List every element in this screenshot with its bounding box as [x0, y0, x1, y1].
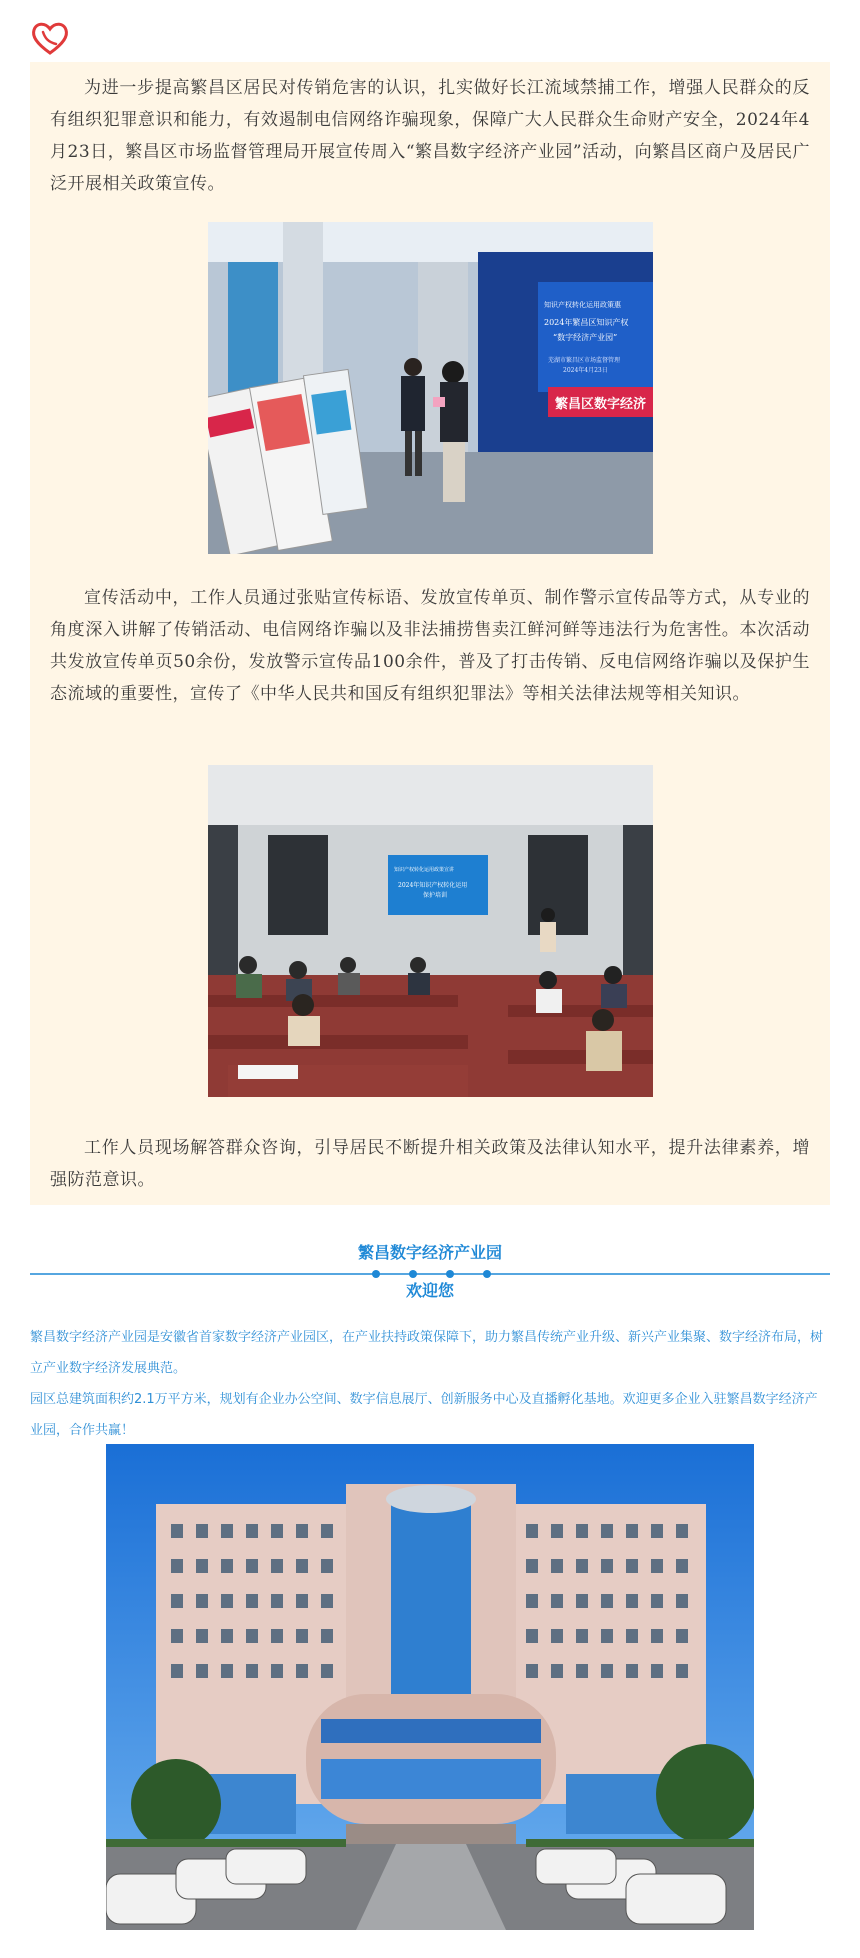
welcome-text: 欢迎您: [405, 1281, 454, 1300]
park-title: 繁昌数字经济产业园: [357, 1243, 502, 1262]
photo-promotion-booth: [208, 222, 653, 554]
article-paragraph-1: 为进一步提高繁昌区居民对传销危害的认识，扎实做好长江流域禁捕工作，增强人民群众的反有组织犯罪意识和能力，有效遏制电信网络诈骗现象，保障广大人民群众生命财产安全，2024年4月23日，繁昌区市场监督管理局开展宣传周入“繁昌数字经济产业园”活动，向繁昌区商户及居民广泛开展相关政策宣传。: [50, 78, 810, 194]
banner-text: 繁昌区数字经济: [555, 397, 647, 412]
article-paragraph-3: 工作人员现场解答群众咨询，引导居民不断提升相关政策及法律认知水平，提升法律素养，增强防范意识。: [50, 1138, 810, 1190]
article-paragraph-2: 宣传活动中，工作人员通过张贴宣传标语、发放宣传单页、制作警示宣传品等方式，从专业的角度深入讲解了传销活动、电信网络诈骗以及非法捕捞售卖江鲜河鲜等违法行为危害性。本次活动共发放宣传单页50余份，发放警示宣传品100余件，普及了打击传销、反电信网络诈骗以及保护生态流域的重要性，宣传了《中华人民共和国反有组织犯罪法》等相关法律法规等相关知识。: [50, 588, 810, 704]
photo-training-session: [208, 765, 653, 1097]
park-intro-2: 园区总建筑面积约2.1万平方米，规划有企业办公空间、数字信息展厅、创新服务中心及直播孵化基地。欢迎更多企业入驻繁昌数字经济产业园，合作共赢！: [30, 1392, 818, 1438]
screen-text-line-5: 2024年4月23日: [563, 367, 608, 374]
photo-park-building: [106, 1444, 754, 1930]
park-intro-1: 繁昌数字经济产业园是安徽省首家数字经济产业园区，在产业扶持政策保障下，助力繁昌传统产业升级、新兴产业集聚、数字经济布局，树立产业数字经济发展典范。: [30, 1330, 824, 1376]
heart-logo-icon: [30, 20, 70, 56]
screen-text-line-3: 保护培训: [423, 892, 448, 899]
screen-text-line-1: 知识产权转化运用政策惠: [544, 301, 621, 309]
screen-text-line-2: 2024年繁昌区知识产权: [544, 318, 629, 327]
screen-text-line-4: 芜湖市繁昌区市场监督管理: [548, 357, 621, 364]
screen-text-line-2: 2024年知识产权转化运用: [398, 882, 468, 889]
screen-text-line-1: 知识产权转化运用政策宣讲: [394, 867, 455, 873]
screen-text-line-3: “数字经济产业园”: [553, 333, 618, 342]
article-container: [30, 62, 830, 1205]
